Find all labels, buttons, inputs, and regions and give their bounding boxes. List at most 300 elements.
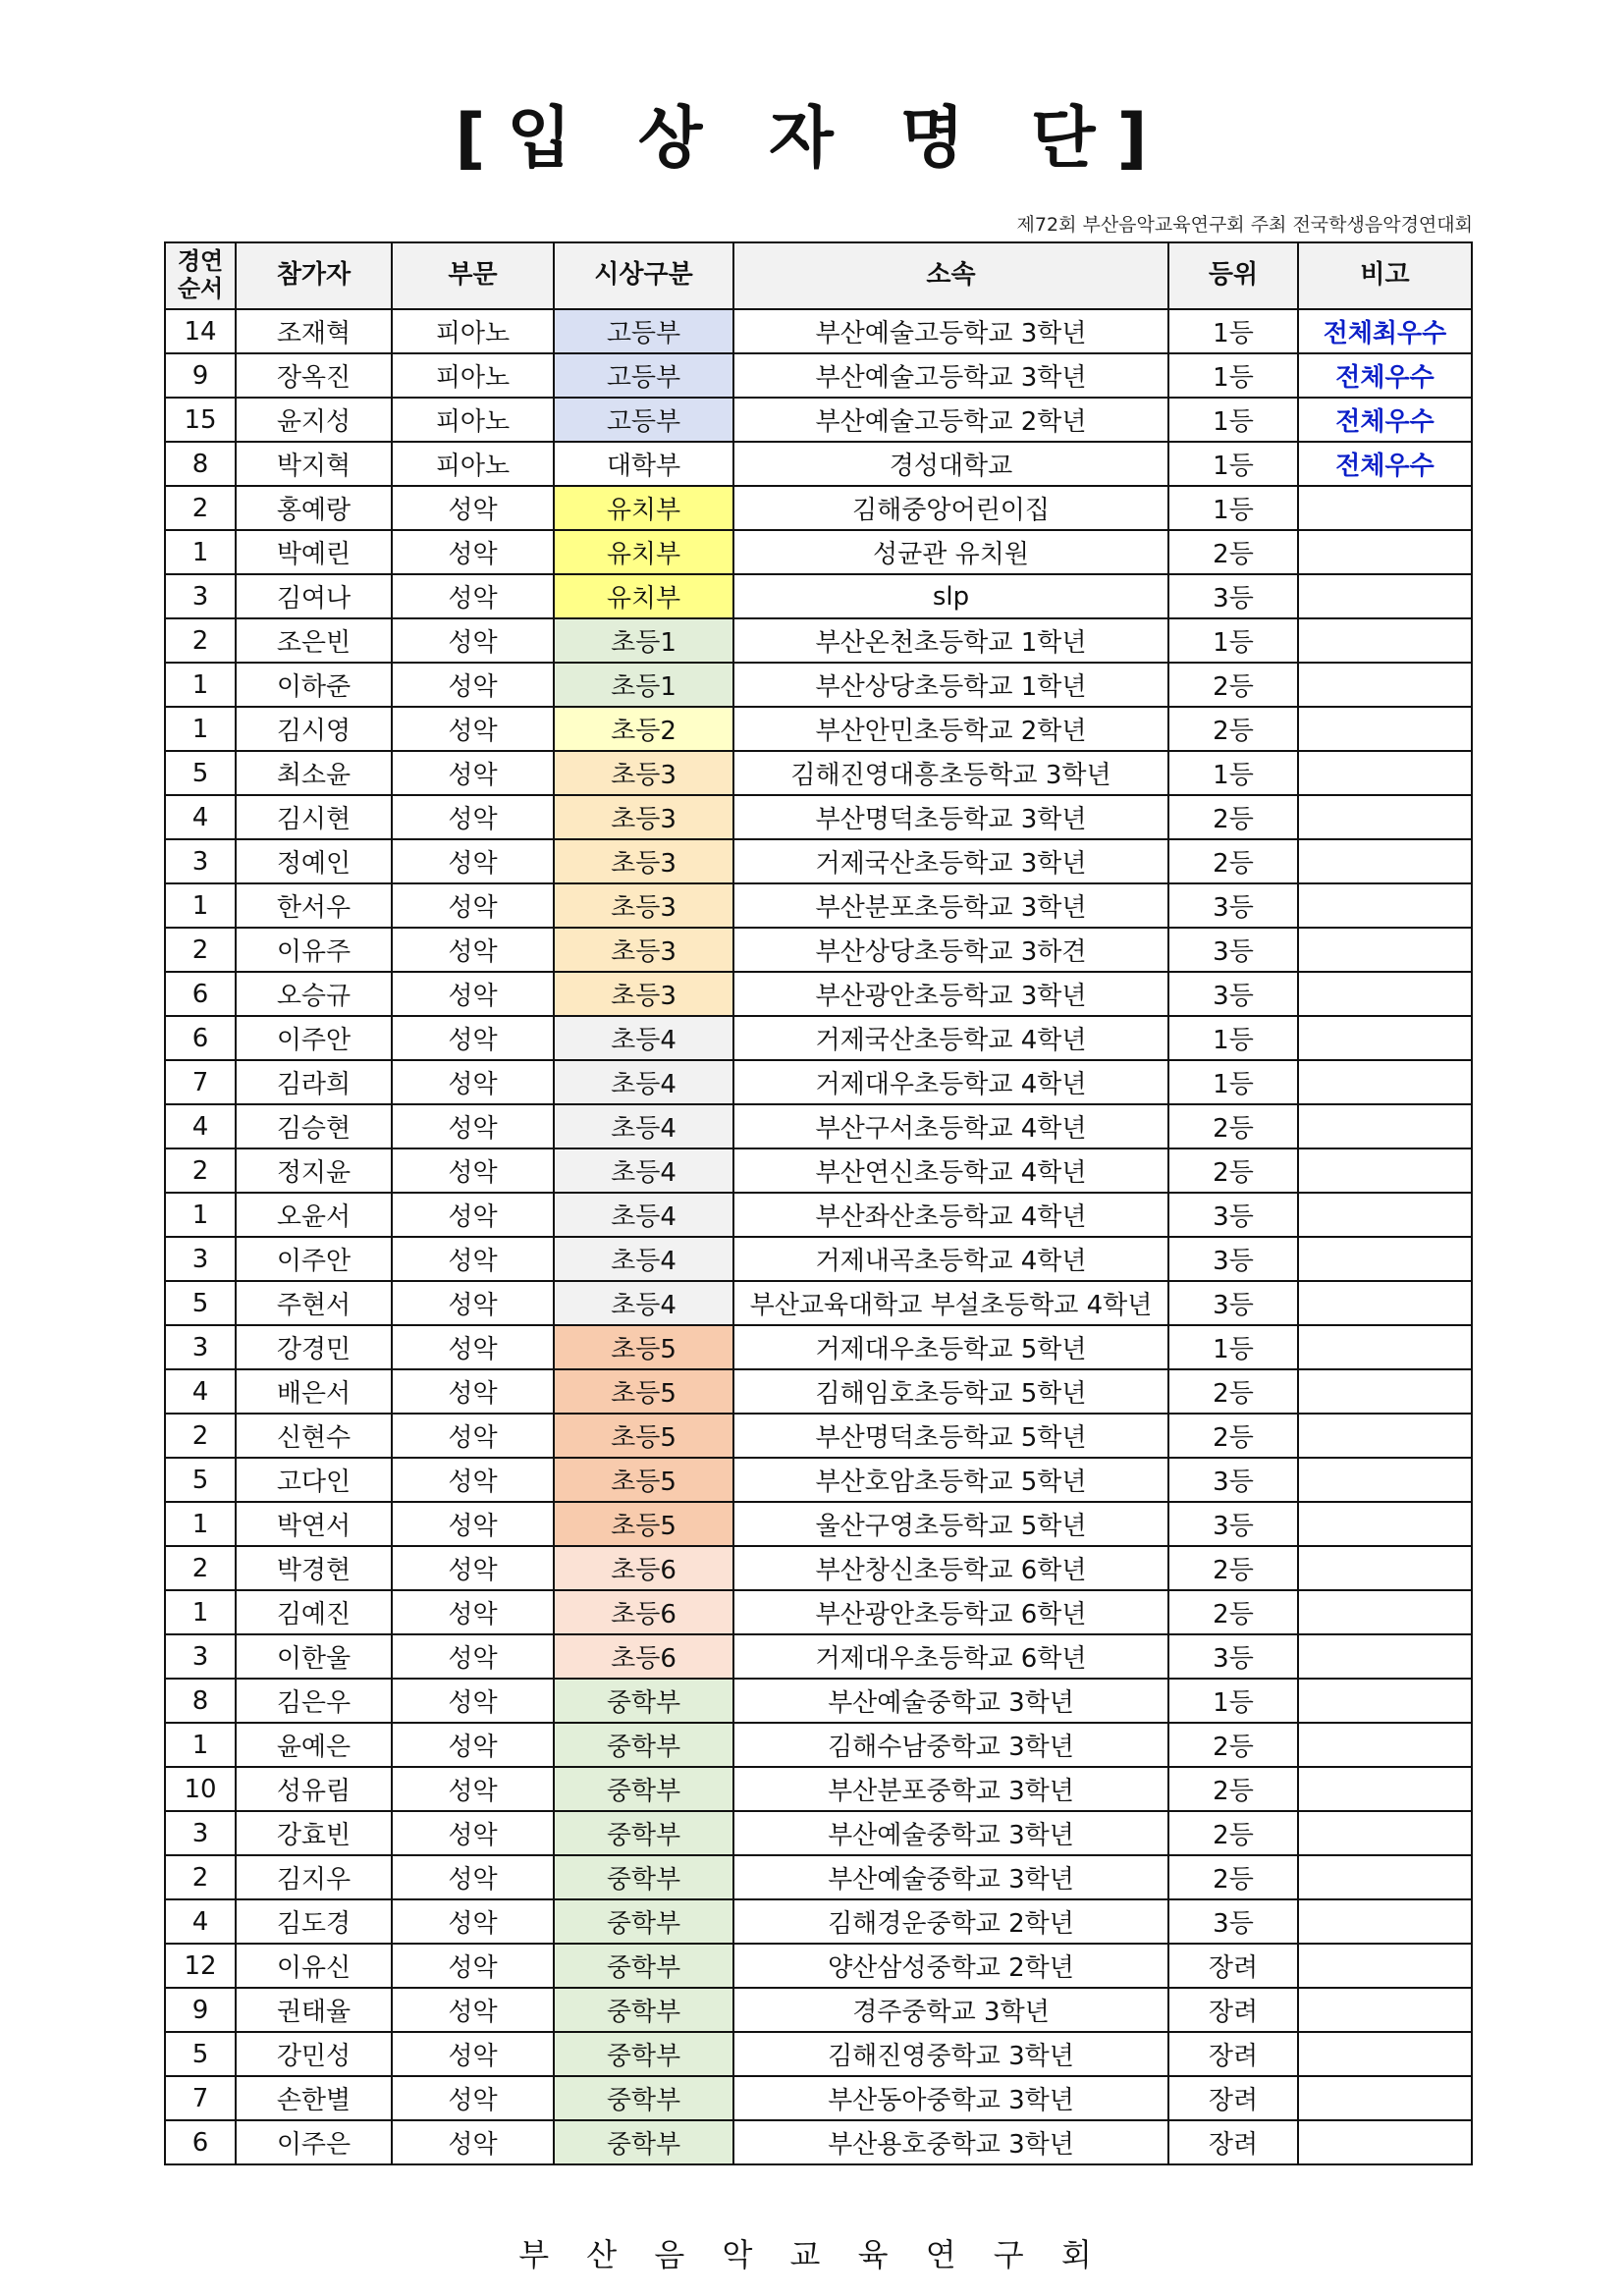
cell-participant: 이주은 [236,2120,392,2164]
table-row [165,663,1472,707]
cell-note [1298,928,1472,972]
table-row [165,1634,1472,1679]
cell-order: 6 [165,972,236,1016]
cell-division: 성악 [392,1458,554,1502]
table-row [165,1767,1472,1811]
cell-order: 7 [165,2076,236,2120]
cell-participant: 박지혁 [236,442,392,486]
cell-rank: 3등 [1168,1458,1298,1502]
table-row [165,1193,1472,1237]
cell-affiliation: 부산창신초등학교 6학년 [733,1546,1168,1590]
header-rank: 등위 [1168,242,1298,309]
cell-rank: 장려 [1168,2076,1298,2120]
cell-award-category: 유치부 [554,574,733,618]
cell-participant: 최소윤 [236,751,392,795]
cell-rank: 2등 [1168,1767,1298,1811]
cell-rank: 2등 [1168,1148,1298,1193]
cell-division: 성악 [392,839,554,883]
cell-rank: 3등 [1168,1237,1298,1281]
cell-division: 성악 [392,1193,554,1237]
cell-rank: 2등 [1168,1414,1298,1458]
cell-participant: 정예인 [236,839,392,883]
cell-affiliation: 거제대우초등학교 6학년 [733,1634,1168,1679]
cell-participant: 강경민 [236,1325,392,1369]
cell-participant: 이주안 [236,1016,392,1060]
cell-award-category: 초등4 [554,1060,733,1104]
cell-award-category: 초등1 [554,618,733,663]
cell-note: 전체우수 [1298,398,1472,442]
cell-note [1298,2076,1472,2120]
cell-rank: 2등 [1168,1811,1298,1855]
cell-division: 피아노 [392,353,554,398]
cell-participant: 조은빈 [236,618,392,663]
header-participant: 참가자 [236,242,392,309]
table-row [165,1723,1472,1767]
cell-rank: 2등 [1168,663,1298,707]
cell-affiliation: 부산좌산초등학교 4학년 [733,1193,1168,1237]
cell-order: 5 [165,2032,236,2076]
cell-award-category: 초등5 [554,1414,733,1458]
cell-award-category: 중학부 [554,1855,733,1899]
cell-award-category: 초등6 [554,1546,733,1590]
cell-participant: 주현서 [236,1281,392,1325]
cell-rank: 1등 [1168,353,1298,398]
cell-order: 4 [165,1369,236,1414]
cell-order: 2 [165,1855,236,1899]
cell-affiliation: 경주중학교 3학년 [733,1988,1168,2032]
cell-award-category: 고등부 [554,309,733,353]
table-row [165,707,1472,751]
cell-participant: 김승현 [236,1104,392,1148]
cell-note [1298,1811,1472,1855]
cell-division: 성악 [392,1899,554,1944]
cell-award-category: 초등3 [554,928,733,972]
cell-division: 성악 [392,1502,554,1546]
table-row [165,1237,1472,1281]
cell-participant: 이유신 [236,1944,392,1988]
page-title: [입 상 자 명 단] [455,100,1169,178]
cell-rank: 1등 [1168,486,1298,530]
cell-note [1298,1148,1472,1193]
table-row [165,442,1472,486]
cell-award-category: 유치부 [554,530,733,574]
cell-order: 5 [165,1458,236,1502]
cell-order: 7 [165,1060,236,1104]
cell-affiliation: 부산상당초등학교 3하견 [733,928,1168,972]
cell-order: 1 [165,707,236,751]
cell-rank: 2등 [1168,1723,1298,1767]
cell-award-category: 초등2 [554,707,733,751]
cell-affiliation: 부산광안초등학교 6학년 [733,1590,1168,1634]
cell-division: 성악 [392,1237,554,1281]
cell-rank: 1등 [1168,309,1298,353]
cell-rank: 1등 [1168,442,1298,486]
cell-division: 성악 [392,618,554,663]
table-row [165,1811,1472,1855]
cell-order: 2 [165,618,236,663]
cell-note [1298,1634,1472,1679]
cell-affiliation: 부산용호중학교 3학년 [733,2120,1168,2164]
cell-division: 성악 [392,1104,554,1148]
cell-rank: 3등 [1168,883,1298,928]
cell-note [1298,2120,1472,2164]
table-row [165,1546,1472,1590]
cell-note [1298,1237,1472,1281]
cell-affiliation: 부산예술고등학교 3학년 [733,309,1168,353]
cell-rank: 2등 [1168,1104,1298,1148]
cell-note [1298,972,1472,1016]
cell-rank: 1등 [1168,1016,1298,1060]
cell-note [1298,618,1472,663]
cell-division: 성악 [392,1325,554,1369]
cell-note [1298,1369,1472,1414]
cell-rank: 1등 [1168,1060,1298,1104]
cell-order: 10 [165,1767,236,1811]
cell-award-category: 초등4 [554,1237,733,1281]
table-row [165,398,1472,442]
cell-award-category: 초등4 [554,1104,733,1148]
header-note: 비고 [1298,242,1472,309]
cell-division: 성악 [392,530,554,574]
cell-participant: 김라희 [236,1060,392,1104]
table-row [165,1502,1472,1546]
cell-affiliation: 부산분포초등학교 3학년 [733,883,1168,928]
cell-rank: 2등 [1168,839,1298,883]
cell-division: 성악 [392,1148,554,1193]
table-row [165,972,1472,1016]
cell-award-category: 초등5 [554,1502,733,1546]
cell-division: 성악 [392,1546,554,1590]
cell-affiliation: 김해임호초등학교 5학년 [733,1369,1168,1414]
cell-order: 3 [165,1237,236,1281]
cell-note [1298,1590,1472,1634]
cell-rank: 2등 [1168,795,1298,839]
cell-order: 4 [165,795,236,839]
cell-affiliation: 거제국산초등학교 4학년 [733,1016,1168,1060]
table-row [165,618,1472,663]
cell-rank: 장려 [1168,1944,1298,1988]
table-row [165,530,1472,574]
cell-order: 12 [165,1944,236,1988]
cell-rank: 3등 [1168,1634,1298,1679]
cell-rank: 3등 [1168,972,1298,1016]
cell-division: 성악 [392,1679,554,1723]
cell-note [1298,663,1472,707]
cell-award-category: 유치부 [554,486,733,530]
cell-rank: 2등 [1168,707,1298,751]
cell-award-category: 고등부 [554,398,733,442]
cell-affiliation: 부산호암초등학교 5학년 [733,1458,1168,1502]
cell-rank: 2등 [1168,1369,1298,1414]
cell-affiliation: 부산상당초등학교 1학년 [733,663,1168,707]
cell-order: 2 [165,1148,236,1193]
cell-order: 8 [165,1679,236,1723]
cell-award-category: 중학부 [554,1988,733,2032]
cell-division: 성악 [392,1414,554,1458]
results-table [164,241,1473,2165]
cell-rank: 3등 [1168,1502,1298,1546]
cell-affiliation: 김해수남중학교 3학년 [733,1723,1168,1767]
cell-affiliation: 부산명덕초등학교 5학년 [733,1414,1168,1458]
cell-participant: 김여나 [236,574,392,618]
cell-order: 5 [165,1281,236,1325]
cell-division: 성악 [392,486,554,530]
cell-participant: 손한별 [236,2076,392,2120]
cell-rank: 3등 [1168,1899,1298,1944]
cell-note [1298,1679,1472,1723]
table-row [165,1369,1472,1414]
cell-note [1298,1325,1472,1369]
cell-rank: 3등 [1168,928,1298,972]
cell-division: 성악 [392,1767,554,1811]
cell-division: 성악 [392,1988,554,2032]
cell-order: 3 [165,1325,236,1369]
table-row [165,1016,1472,1060]
cell-order: 2 [165,928,236,972]
cell-participant: 윤지성 [236,398,392,442]
cell-note [1298,530,1472,574]
cell-division: 성악 [392,1590,554,1634]
cell-division: 성악 [392,972,554,1016]
cell-affiliation: 거제내곡초등학교 4학년 [733,1237,1168,1281]
table-row [165,309,1472,353]
cell-note [1298,795,1472,839]
cell-division: 성악 [392,2076,554,2120]
cell-participant: 신현수 [236,1414,392,1458]
table-row [165,1414,1472,1458]
cell-note [1298,1723,1472,1767]
cell-award-category: 초등5 [554,1369,733,1414]
cell-note [1298,883,1472,928]
table-row [165,2076,1472,2120]
cell-affiliation: 부산명덕초등학교 3학년 [733,795,1168,839]
cell-note [1298,574,1472,618]
cell-award-category: 초등4 [554,1193,733,1237]
cell-division: 성악 [392,707,554,751]
cell-division: 성악 [392,1060,554,1104]
cell-affiliation: 김해진영대흥초등학교 3학년 [733,751,1168,795]
cell-rank: 장려 [1168,1988,1298,2032]
cell-order: 5 [165,751,236,795]
cell-order: 3 [165,839,236,883]
cell-order: 3 [165,1634,236,1679]
cell-award-category: 초등4 [554,1016,733,1060]
cell-order: 1 [165,1723,236,1767]
cell-note [1298,1414,1472,1458]
cell-note [1298,1855,1472,1899]
cell-note: 전체우수 [1298,353,1472,398]
cell-affiliation: 거제대우초등학교 5학년 [733,1325,1168,1369]
cell-award-category: 중학부 [554,1899,733,1944]
results-table-body [165,309,1472,2164]
cell-participant: 박연서 [236,1502,392,1546]
cell-note [1298,1458,1472,1502]
table-row [165,1060,1472,1104]
cell-division: 성악 [392,795,554,839]
cell-note [1298,2032,1472,2076]
cell-affiliation: 부산교육대학교 부설초등학교 4학년 [733,1281,1168,1325]
cell-order: 1 [165,1193,236,1237]
cell-participant: 이하준 [236,663,392,707]
cell-participant: 윤예은 [236,1723,392,1767]
cell-award-category: 대학부 [554,442,733,486]
cell-award-category: 초등4 [554,1281,733,1325]
cell-award-category: 중학부 [554,2076,733,2120]
cell-order: 1 [165,1502,236,1546]
cell-participant: 오승규 [236,972,392,1016]
cell-rank: 2등 [1168,1546,1298,1590]
cell-participant: 이주안 [236,1237,392,1281]
cell-order: 2 [165,1414,236,1458]
cell-award-category: 초등3 [554,972,733,1016]
cell-award-category: 초등3 [554,751,733,795]
cell-rank: 3등 [1168,574,1298,618]
cell-division: 성악 [392,663,554,707]
cell-division: 성악 [392,751,554,795]
cell-note [1298,1193,1472,1237]
table-row [165,1988,1472,2032]
cell-affiliation: 김해진영중학교 3학년 [733,2032,1168,2076]
cell-rank: 1등 [1168,618,1298,663]
cell-award-category: 초등6 [554,1590,733,1634]
cell-award-category: 중학부 [554,1944,733,1988]
cell-note [1298,1104,1472,1148]
table-row [165,1679,1472,1723]
cell-participant: 권태율 [236,1988,392,2032]
table-row [165,1899,1472,1944]
cell-note [1298,1767,1472,1811]
cell-division: 성악 [392,1016,554,1060]
cell-participant: 장옥진 [236,353,392,398]
cell-order: 1 [165,663,236,707]
cell-division: 성악 [392,2120,554,2164]
cell-note: 전체최우수 [1298,309,1472,353]
cell-affiliation: 부산분포중학교 3학년 [733,1767,1168,1811]
cell-order: 6 [165,1016,236,1060]
cell-participant: 김지우 [236,1855,392,1899]
cell-affiliation: 부산예술중학교 3학년 [733,1811,1168,1855]
cell-affiliation: 부산안민초등학교 2학년 [733,707,1168,751]
cell-division: 성악 [392,928,554,972]
cell-award-category: 초등3 [554,795,733,839]
cell-award-category: 고등부 [554,353,733,398]
table-row [165,1281,1472,1325]
cell-award-category: 초등3 [554,839,733,883]
cell-order: 3 [165,1811,236,1855]
table-row [165,574,1472,618]
cell-division: 성악 [392,1369,554,1414]
cell-participant: 이유주 [236,928,392,972]
header-division: 부문 [392,242,554,309]
cell-division: 성악 [392,574,554,618]
cell-rank: 장려 [1168,2032,1298,2076]
cell-affiliation: 부산동아중학교 3학년 [733,2076,1168,2120]
cell-award-category: 초등5 [554,1325,733,1369]
cell-order: 9 [165,1988,236,2032]
cell-participant: 김시영 [236,707,392,751]
cell-participant: 오윤서 [236,1193,392,1237]
cell-order: 15 [165,398,236,442]
cell-division: 성악 [392,1281,554,1325]
cell-participant: 고다인 [236,1458,392,1502]
table-header-row [165,242,1472,309]
cell-participant: 강민성 [236,2032,392,2076]
cell-division: 성악 [392,2032,554,2076]
contest-subtitle: 제72회 부산음악교육연구회 주최 전국학생음악경연대회 [1016,214,1473,236]
table-row [165,795,1472,839]
cell-order: 1 [165,530,236,574]
cell-order: 2 [165,486,236,530]
cell-affiliation: 거제대우초등학교 4학년 [733,1060,1168,1104]
table-row [165,486,1472,530]
cell-order: 1 [165,1590,236,1634]
cell-participant: 한서우 [236,883,392,928]
cell-award-category: 초등3 [554,883,733,928]
cell-participant: 이한울 [236,1634,392,1679]
cell-affiliation: 부산예술고등학교 3학년 [733,353,1168,398]
table-row [165,1855,1472,1899]
cell-order: 8 [165,442,236,486]
cell-award-category: 중학부 [554,2120,733,2164]
header-order: 경연 순서 [165,242,236,309]
table-row [165,2120,1472,2164]
cell-division: 성악 [392,1723,554,1767]
cell-affiliation: 경성대학교 [733,442,1168,486]
cell-division: 성악 [392,1855,554,1899]
cell-rank: 1등 [1168,1325,1298,1369]
cell-affiliation: 울산구영초등학교 5학년 [733,1502,1168,1546]
cell-note [1298,1060,1472,1104]
cell-participant: 김도경 [236,1899,392,1944]
header-affiliation: 소속 [733,242,1168,309]
cell-affiliation: 부산연신초등학교 4학년 [733,1148,1168,1193]
cell-participant: 성유림 [236,1767,392,1811]
cell-order: 4 [165,1104,236,1148]
cell-participant: 강효빈 [236,1811,392,1855]
cell-award-category: 중학부 [554,1767,733,1811]
cell-affiliation: 김해중앙어린이집 [733,486,1168,530]
cell-division: 피아노 [392,398,554,442]
table-row [165,1104,1472,1148]
table-row [165,928,1472,972]
cell-award-category: 중학부 [554,1723,733,1767]
table-row [165,353,1472,398]
cell-award-category: 초등5 [554,1458,733,1502]
table-row [165,839,1472,883]
cell-division: 성악 [392,1634,554,1679]
cell-note [1298,839,1472,883]
cell-affiliation: 김해경운중학교 2학년 [733,1899,1168,1944]
cell-order: 2 [165,1546,236,1590]
cell-division: 피아노 [392,442,554,486]
organization-footer: 부 산 음 악 교 육 연 구 회 [518,2236,1106,2273]
cell-rank: 2등 [1168,1855,1298,1899]
cell-award-category: 중학부 [554,2032,733,2076]
cell-award-category: 중학부 [554,1811,733,1855]
cell-award-category: 초등1 [554,663,733,707]
cell-note [1298,1944,1472,1988]
cell-participant: 박예린 [236,530,392,574]
cell-rank: 3등 [1168,1281,1298,1325]
cell-division: 성악 [392,883,554,928]
cell-award-category: 초등4 [554,1148,733,1193]
cell-note [1298,1502,1472,1546]
header-award-category: 시상구분 [554,242,733,309]
cell-division: 성악 [392,1811,554,1855]
cell-order: 9 [165,353,236,398]
cell-division: 성악 [392,1944,554,1988]
cell-affiliation: 성균관 유치원 [733,530,1168,574]
